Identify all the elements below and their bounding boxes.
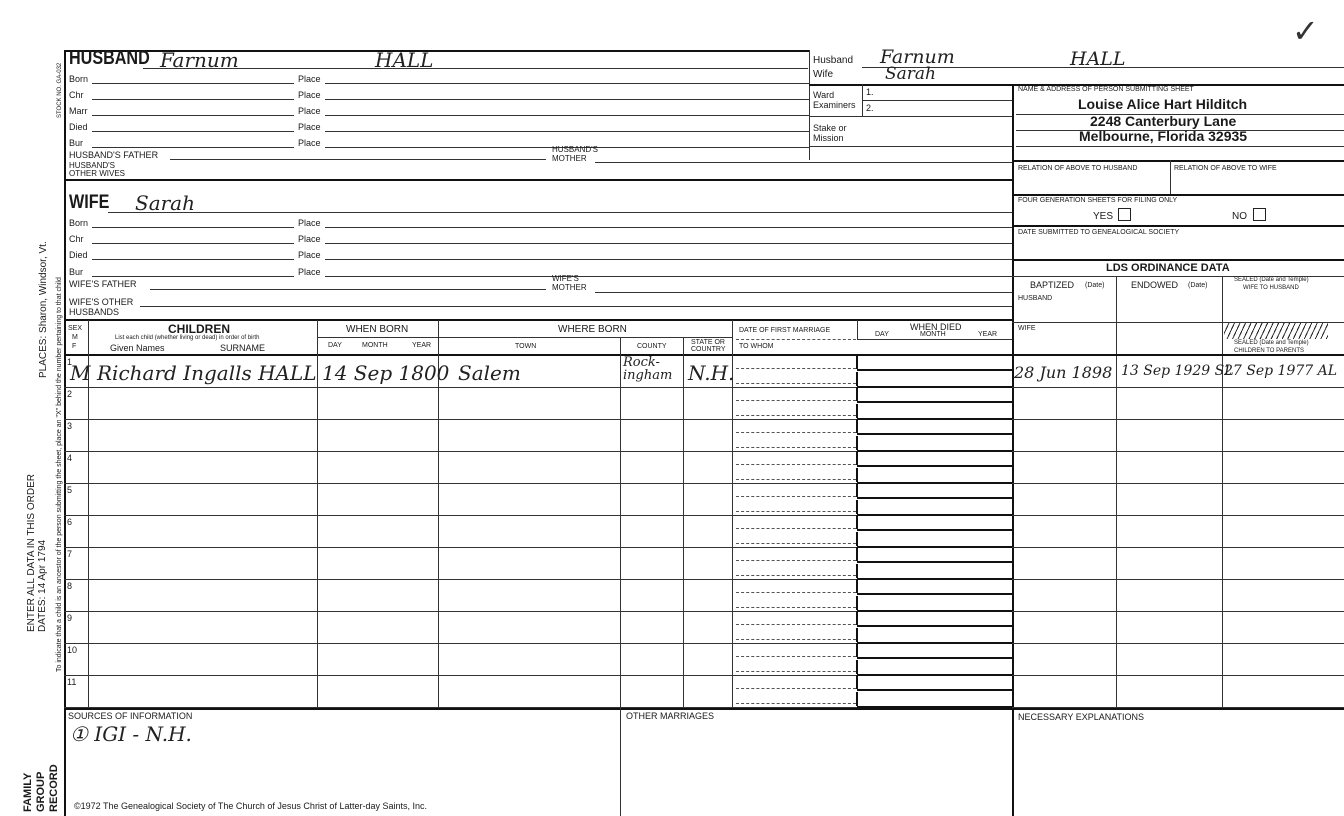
child-number: 11 (67, 677, 77, 687)
child-number: 3 (67, 421, 73, 431)
husband-marr-label: Marr (69, 106, 88, 116)
form-title-1: FAMILY (22, 772, 34, 812)
when-died-label: WHEN DIED (910, 322, 962, 332)
child-died-bracket (856, 419, 858, 433)
where-born-label: WHERE BORN (558, 324, 627, 335)
child-died-line (857, 625, 1012, 627)
right-wife-given: Sarah (885, 64, 936, 84)
relation-divider (1170, 160, 1171, 194)
wife-chr-label: Chr (69, 234, 84, 244)
submitter-name: Louise Alice Hart Hilditch (1078, 96, 1248, 112)
husband-chr-line (92, 99, 294, 100)
given-names-label: Given Names (110, 343, 165, 353)
child-died-bracket (856, 451, 858, 465)
endowed-label: ENDOWED (1131, 280, 1178, 290)
col-name (317, 320, 318, 708)
right-husband-label: Husband (813, 55, 854, 66)
where-born-subline (439, 337, 732, 338)
ord-wife-label: WIFE (1018, 325, 1036, 332)
husband-other-wives-2: OTHER WIVES (69, 169, 126, 178)
relation-wife-label: RELATION OF ABOVE TO WIFE (1174, 165, 1277, 172)
child-died-line (857, 593, 1012, 595)
child-towhom-dash (736, 607, 856, 608)
right-wife-label: Wife (813, 69, 833, 80)
baptized-label: BAPTIZED (1030, 280, 1075, 290)
child-row-line (64, 611, 1344, 612)
child-died-bracket-2 (856, 564, 858, 578)
child-county-2: ingham (623, 368, 673, 383)
child-row-line (64, 419, 1344, 420)
examiner-2: 2. (866, 103, 874, 113)
child-towhom-dash (736, 383, 856, 384)
sealed-child-label-1: SEALED (Date and Temple) (1234, 340, 1309, 346)
child-town: Salem (458, 361, 521, 385)
wife-born-line (92, 227, 294, 228)
child-number: 1 (67, 357, 73, 367)
no-label: NO (1232, 211, 1247, 222)
husband-father-label: HUSBAND'S FATHER (69, 150, 159, 160)
died-day-label: DAY (875, 331, 889, 338)
when-born-label: WHEN BORN (346, 324, 409, 335)
child-row-line (64, 579, 1344, 580)
hatched-cell (1224, 323, 1328, 339)
wife-father-line (150, 289, 546, 290)
child-died-line-2 (857, 610, 1012, 612)
born-day-label: DAY (328, 342, 342, 349)
husband-surname: HALL (375, 48, 434, 72)
child-died-bracket (856, 611, 858, 625)
wife-other-husbands-line (140, 306, 1012, 307)
left-border (64, 50, 66, 816)
col-town (620, 337, 621, 708)
wife-given-name: Sarah (135, 191, 195, 215)
check-mark: ✓ (1292, 12, 1319, 50)
footer-divider (620, 708, 621, 816)
side-dates: ENTER ALL DATA IN THIS ORDER (26, 474, 37, 632)
child-died-bracket-2 (856, 532, 858, 546)
husband-died-place-label: Place (298, 122, 321, 132)
child-row-line (64, 515, 1344, 516)
husband-given-name: Farnum (160, 48, 239, 72)
child-row-line (64, 547, 1344, 548)
husband-bur-label: Bur (69, 138, 84, 148)
child-died-bracket (856, 579, 858, 593)
husband-mother-line (595, 162, 1012, 163)
ord-husband-label: HUSBAND (1018, 295, 1053, 302)
side-indicate: To indicate that a child is an ancestor of the person submitting the sheet, place an "X" behind the number pertaining to that child (56, 277, 63, 672)
copyright: ©1972 The Genealogical Society of The Church of Jesus Christ of Latter-day Saints, Inc. (74, 801, 427, 811)
children-list-note: List each child (whether living or dead) in order of birth (115, 335, 260, 341)
child-died-bracket-2 (856, 404, 858, 418)
husband-mother-label-2: MOTHER (552, 154, 587, 163)
husband-chr-place-line (325, 99, 809, 100)
born-month-label: MONTH (362, 342, 388, 349)
examiner-1-line (862, 100, 1012, 101)
child-sealed: 27 Sep 1977 AL (1224, 363, 1338, 379)
child-died-bracket (856, 483, 858, 497)
child-marriage-dash (736, 560, 856, 561)
child-state: N.H. (688, 361, 735, 385)
child-marriage-dash (736, 464, 856, 465)
child-number: 9 (67, 613, 73, 623)
child-died-bracket-2 (856, 660, 858, 674)
child-marriage-dash (736, 688, 856, 689)
wife-bottom-line (64, 319, 1012, 321)
yes-checkbox[interactable] (1118, 208, 1131, 221)
child-marriage-dash (736, 624, 856, 625)
child-towhom-dash (736, 575, 856, 576)
sex-f-label: F (72, 343, 77, 350)
child-towhom-dash (736, 415, 856, 416)
right-husband-given: Farnum (880, 46, 955, 68)
submitter-address-1: 2248 Canterbury Lane (1090, 113, 1237, 129)
four-gen-label: FOUR GENERATION SHEETS FOR FILING ONLY (1018, 197, 1178, 204)
child-towhom-dash (736, 639, 856, 640)
husband-other-wives-1: HUSBAND'S (69, 161, 115, 170)
child-number: 7 (67, 549, 73, 559)
no-checkbox[interactable] (1253, 208, 1266, 221)
born-year-label: YEAR (412, 342, 432, 349)
date-submitted-label: DATE SUBMITTED TO GENEALOGICAL SOCIETY (1018, 229, 1180, 236)
wife-chr-place-label: Place (298, 234, 321, 244)
child-sex: M (70, 361, 91, 385)
form-title-2: GROUP (35, 771, 47, 812)
child-died-line-2 (857, 514, 1012, 516)
wife-died-label: Died (69, 250, 88, 260)
child-marriage-dash (736, 432, 856, 433)
child-towhom-dash (736, 703, 856, 704)
when-born-subline (318, 337, 438, 338)
town-label: TOWN (515, 343, 537, 350)
child-marriage-dash (736, 528, 856, 529)
wife-name-line (108, 212, 1012, 213)
date-submitted-bottom (1012, 259, 1344, 261)
child-died-line-2 (857, 450, 1012, 452)
child-row-line (64, 387, 1344, 388)
wife-died-place-label: Place (298, 250, 321, 260)
child-row-line (64, 643, 1344, 644)
relation-husband-label: RELATION OF ABOVE TO HUSBAND (1018, 165, 1138, 172)
baptized-date-label: (Date) (1085, 282, 1105, 289)
husband-mother-label-1: HUSBAND'S (552, 145, 598, 154)
child-row-line (64, 675, 1344, 676)
child-died-bracket (856, 355, 858, 369)
sealed-wife-label-2: WIFE TO HUSBAND (1243, 285, 1299, 291)
child-died-bracket-2 (856, 500, 858, 514)
child-towhom-dash (736, 447, 856, 448)
child-died-line (857, 369, 1012, 371)
child-died-bracket-2 (856, 628, 858, 642)
wife-bur-place-label: Place (298, 267, 321, 277)
husband-chr-place-label: Place (298, 90, 321, 100)
child-endowed: 13 Sep 1929 SL (1121, 363, 1234, 379)
wife-other-husbands-1: WIFE'S OTHER (69, 297, 134, 307)
husband-father-line (170, 159, 546, 160)
child-number: 2 (67, 389, 73, 399)
child-died-bracket-2 (856, 436, 858, 450)
to-whom-label: TO WHOM (739, 343, 774, 350)
child-marriage-dash (736, 368, 856, 369)
wife-died-line (92, 259, 294, 260)
husband-bur-place-label: Place (298, 138, 321, 148)
ward-label: Ward (813, 90, 835, 100)
child-number: 4 (67, 453, 73, 463)
county-label: COUNTY (637, 343, 667, 350)
child-died-bracket (856, 675, 858, 689)
relation-bottom (1012, 194, 1344, 196)
child-died-line-2 (857, 386, 1012, 388)
sources-label: SOURCES OF INFORMATION (68, 711, 193, 721)
sex-m-label: M (72, 334, 78, 341)
husband-label: HUSBAND (69, 48, 150, 69)
child-died-line-2 (857, 642, 1012, 644)
wife-chr-line (92, 243, 294, 244)
child-died-line (857, 689, 1012, 691)
wife-chr-place-line (325, 243, 1012, 244)
col-died (857, 320, 858, 339)
four-gen-bottom (1012, 225, 1344, 227)
wife-born-place-line (325, 227, 1012, 228)
child-towhom-dash (736, 511, 856, 512)
yes-label: YES (1093, 211, 1114, 222)
husband-born-place-label: Place (298, 74, 321, 84)
wife-father-label: WIFE'S FATHER (69, 279, 137, 289)
husband-marr-place-label: Place (298, 106, 321, 116)
child-towhom-dash (736, 671, 856, 672)
state-label-2: COUNTRY (691, 346, 726, 353)
first-marriage-label: DATE OF FIRST MARRIAGE (739, 327, 831, 334)
child-died-bracket (856, 643, 858, 657)
wife-mother-label-1: WIFE'S (552, 274, 579, 283)
child-died-line-2 (857, 418, 1012, 420)
child-number: 8 (67, 581, 73, 591)
child-number: 10 (67, 645, 78, 655)
child-died-bracket (856, 547, 858, 561)
child-died-line (857, 657, 1012, 659)
husband-bur-line (92, 147, 294, 148)
husband-marr-line (92, 115, 294, 116)
wife-other-husbands-2: HUSBANDS (69, 307, 120, 317)
child-towhom-dash (736, 479, 856, 480)
wife-born-label: Born (69, 218, 89, 228)
wife-label: WIFE (69, 192, 110, 213)
table-bottom (64, 708, 1344, 710)
child-died-bracket (856, 515, 858, 529)
examiners-label: Examiners (813, 100, 856, 110)
child-died-line (857, 529, 1012, 531)
husband-born-place-line (325, 83, 809, 84)
side-dates-2: DATES: 14 Apr 1794 (37, 539, 48, 632)
stake-bottom (809, 146, 1012, 147)
child-marriage-dash (736, 656, 856, 657)
wife-bur-place-line (325, 276, 1012, 277)
child-born: 14 Sep 1800 (322, 361, 450, 385)
child-died-line-2 (857, 578, 1012, 580)
child-baptized: 28 Jun 1898 (1014, 363, 1113, 382)
wife-born-place-label: Place (298, 218, 321, 228)
husband-right-border (809, 50, 810, 160)
submitter-line-3 (1016, 146, 1344, 147)
child-county-1: Rock- (623, 355, 660, 370)
husband-died-line (92, 131, 294, 132)
child-marriage-dash (736, 592, 856, 593)
wife-bur-line (92, 276, 294, 277)
submitter-label: NAME & ADDRESS OF PERSON SUBMITTING SHEET (1018, 86, 1194, 93)
child-died-bracket (856, 387, 858, 401)
endowed-date-label: (Date) (1188, 282, 1208, 289)
child-died-bracket-2 (856, 692, 858, 706)
stock-number: STOCK NO. GA-032 (57, 62, 63, 118)
wife-bur-label: Bur (69, 267, 84, 277)
wife-mother-line (595, 292, 1012, 293)
child-died-line (857, 561, 1012, 563)
husband-died-place-line (325, 131, 809, 132)
sex-label: SEX (68, 325, 83, 332)
husband-name-line (143, 68, 808, 69)
side-places: PLACES: Sharon, Windsor, Vt. (38, 241, 49, 378)
child-towhom-dash (736, 543, 856, 544)
state-label-1: STATE OR (691, 339, 725, 346)
child-name: Richard Ingalls HALL (97, 361, 317, 385)
stake-label: Stake or (813, 123, 847, 133)
form-title-3: RECORD (48, 764, 60, 812)
husband-born-line (92, 83, 294, 84)
right-husband-surname: HALL (1070, 48, 1126, 70)
died-year-label: YEAR (978, 331, 998, 338)
submitter-address-2: Melbourne, Florida 32935 (1079, 128, 1248, 144)
sealed-child-label-2: CHILDREN TO PARENTS (1234, 348, 1305, 354)
child-marriage-dash (736, 400, 856, 401)
surname-label: SURNAME (220, 343, 266, 353)
col-county (683, 337, 684, 708)
child-died-line (857, 465, 1012, 467)
child-died-bracket-2 (856, 468, 858, 482)
first-marriage-dash (736, 339, 856, 340)
child-died-line (857, 433, 1012, 435)
child-number: 6 (67, 517, 73, 527)
submitter-bottom (1012, 160, 1344, 162)
child-marriage-dash (736, 496, 856, 497)
child-number: 5 (67, 485, 73, 495)
husband-chr-label: Chr (69, 90, 84, 100)
husband-marr-place-line (325, 115, 809, 116)
children-label: CHILDREN (168, 322, 230, 336)
child-row-line (64, 483, 1344, 484)
husband-born-label: Born (69, 74, 89, 84)
husband-died-label: Died (69, 122, 88, 132)
child-died-line (857, 401, 1012, 403)
child-died-bracket-2 (856, 372, 858, 386)
died-header-line (857, 339, 1012, 340)
children-header-bottom (64, 354, 1344, 356)
child-died-line-2 (857, 546, 1012, 548)
explanations-label: NECESSARY EXPLANATIONS (1018, 712, 1145, 722)
mission-label: Mission (813, 133, 844, 143)
sealed-wife-label-1: SEALED (Date and Temple) (1234, 277, 1309, 283)
husband-bottom-line (64, 179, 1012, 181)
lds-title: LDS ORDINANCE DATA (1106, 262, 1230, 274)
examiner-1: 1. (866, 87, 874, 97)
wife-died-place-line (325, 259, 1012, 260)
child-died-line-2 (857, 674, 1012, 676)
child-died-line-2 (857, 482, 1012, 484)
sources-text: ① IGI - N.H. (70, 722, 192, 746)
child-died-line (857, 497, 1012, 499)
child-row-line (64, 451, 1344, 452)
died-month-label: MONTH (920, 331, 946, 338)
wife-mother-label-2: MOTHER (552, 283, 587, 292)
child-died-bracket-2 (856, 596, 858, 610)
other-marriages-label: OTHER MARRIAGES (626, 711, 715, 721)
examiners-bottom (809, 116, 1012, 117)
